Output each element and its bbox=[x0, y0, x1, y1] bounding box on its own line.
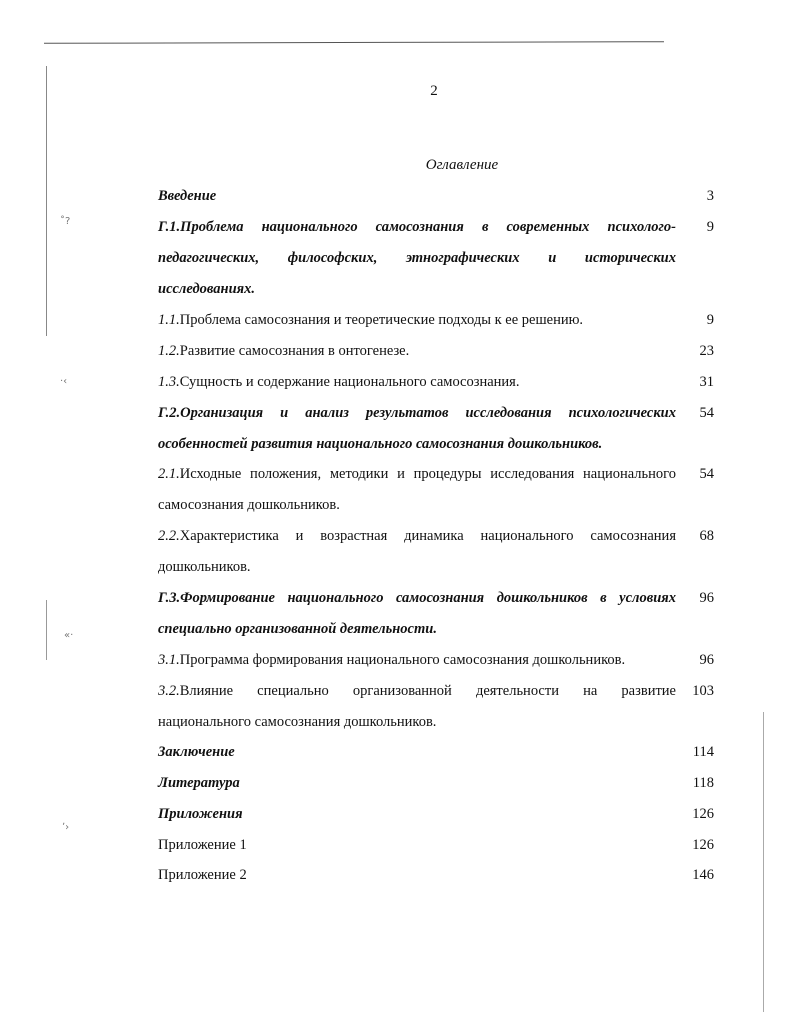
toc-entry-line bbox=[158, 621, 676, 638]
toc-entry-text: Исходные положения, методики и процедуры исследования национального bbox=[179, 466, 676, 482]
toc-entry-line bbox=[158, 744, 676, 761]
scan-edge-left-lower bbox=[46, 600, 47, 660]
toc-entry-text: Характеристика и возрастная динамика национального самосознания bbox=[179, 528, 676, 544]
toc-entry-line bbox=[158, 281, 676, 298]
toc-page-number: 126 bbox=[692, 806, 714, 822]
toc-title: Оглавление bbox=[425, 157, 499, 173]
toc-entry-text: Г.1.Проблема национального самосознания в современных психолого- bbox=[158, 219, 676, 235]
scan-speck-mark: ˚? bbox=[60, 216, 71, 227]
toc-entry-line bbox=[158, 867, 676, 884]
toc-entry-line bbox=[158, 590, 676, 607]
scan-edge-right bbox=[763, 712, 764, 1012]
toc-entry-line bbox=[158, 559, 676, 576]
page-number: 2 bbox=[430, 83, 438, 99]
toc-entry-text: Программа формирования национального самосознания дошкольников. bbox=[179, 652, 626, 668]
toc-entry-text: исследованиях. bbox=[158, 281, 255, 297]
scan-edge-left bbox=[46, 66, 47, 336]
toc-page-number: 114 bbox=[692, 744, 714, 760]
toc-page-number: 9 bbox=[706, 312, 714, 328]
toc-entry-line bbox=[158, 837, 676, 854]
toc-page-number: 54 bbox=[699, 405, 714, 421]
toc-entry-text: Г.2.Организация и анализ результатов исследования психологических bbox=[158, 405, 676, 421]
scan-speck-mark: ʼ› bbox=[62, 822, 70, 833]
toc-entry-text: Г.3.Формирование национального самосознания дошкольников в условиях bbox=[158, 590, 676, 606]
toc-entry-line bbox=[158, 466, 676, 483]
toc-entry-line bbox=[158, 714, 676, 731]
toc-entry-line bbox=[158, 528, 676, 545]
toc-page-number: 23 bbox=[699, 343, 714, 359]
toc-page-number: 103 bbox=[692, 683, 714, 699]
toc-entry-number: 1.3. bbox=[158, 374, 180, 390]
toc-page-number: 146 bbox=[692, 867, 714, 883]
toc-entry-text: Развитие самосознания в онтогенезе. bbox=[179, 343, 410, 359]
toc-page-number: 96 bbox=[699, 652, 714, 668]
toc-entry-text: особенностей развития национального самосознания дошкольников. bbox=[158, 436, 603, 452]
toc-entry-number: 3.1. bbox=[158, 652, 180, 668]
toc-page-number: 31 bbox=[699, 374, 714, 390]
toc-page-number: 96 bbox=[699, 590, 714, 606]
toc-page-number: 54 bbox=[699, 466, 714, 482]
toc-entry-line bbox=[158, 312, 676, 329]
toc-entry-number: 2.1. bbox=[158, 466, 180, 482]
toc-entry-line bbox=[158, 343, 676, 360]
toc-entry-line bbox=[158, 405, 676, 422]
toc-page-number: 68 bbox=[699, 528, 714, 544]
toc-entry-text: Приложения bbox=[158, 806, 243, 822]
toc-entry-line bbox=[158, 775, 676, 792]
toc-entry-line bbox=[158, 497, 676, 514]
toc-entry-line bbox=[158, 374, 676, 391]
toc-entry-text: Проблема самосознания и теоретические подходы к ее решению. bbox=[179, 312, 584, 328]
toc-entry-text: Литература bbox=[158, 775, 240, 791]
toc-entry-number: 1.2. bbox=[158, 343, 180, 359]
toc-entry-text: Заключение bbox=[158, 744, 235, 760]
toc-entry-line bbox=[158, 806, 676, 823]
toc-entry-line bbox=[158, 219, 676, 236]
toc-page-number: 3 bbox=[706, 188, 714, 204]
toc-page-number: 126 bbox=[692, 837, 714, 853]
toc-entry-line bbox=[158, 436, 676, 453]
toc-entry-number: 1.1. bbox=[158, 312, 180, 328]
toc-entry-text: дошкольников. bbox=[158, 559, 251, 575]
toc-entry-text: Приложение 1 bbox=[158, 837, 247, 853]
toc-entry-text: Введение bbox=[158, 188, 217, 204]
toc-entry-text: национального самосознания дошкольников. bbox=[158, 714, 437, 730]
toc-entry-number: 3.2. bbox=[158, 683, 180, 699]
scan-edge-top bbox=[44, 41, 664, 44]
toc-entry-text: Приложение 2 bbox=[158, 867, 247, 883]
toc-entry-line bbox=[158, 683, 676, 700]
scan-speck-mark: «· bbox=[64, 630, 74, 641]
toc-entry-line bbox=[158, 652, 676, 669]
toc-entry-text: педагогических, философских, этнографических и исторических bbox=[158, 250, 676, 266]
toc-entry-line bbox=[158, 250, 676, 267]
toc-entry-text: Влияние специально организованной деятельности на развитие bbox=[179, 683, 676, 699]
toc-entry-text: специально организованной деятельности. bbox=[158, 621, 437, 637]
toc-page-number: 118 bbox=[692, 775, 714, 791]
toc-entry-line bbox=[158, 188, 676, 205]
scan-speck-mark: ·‹ bbox=[60, 376, 68, 387]
toc-page-number: 9 bbox=[706, 219, 714, 235]
toc-entry-text: самосознания дошкольников. bbox=[158, 497, 340, 513]
toc-entry-number: 2.2. bbox=[158, 528, 180, 544]
toc-entry-text: Сущность и содержание национального самосознания. bbox=[179, 374, 520, 390]
